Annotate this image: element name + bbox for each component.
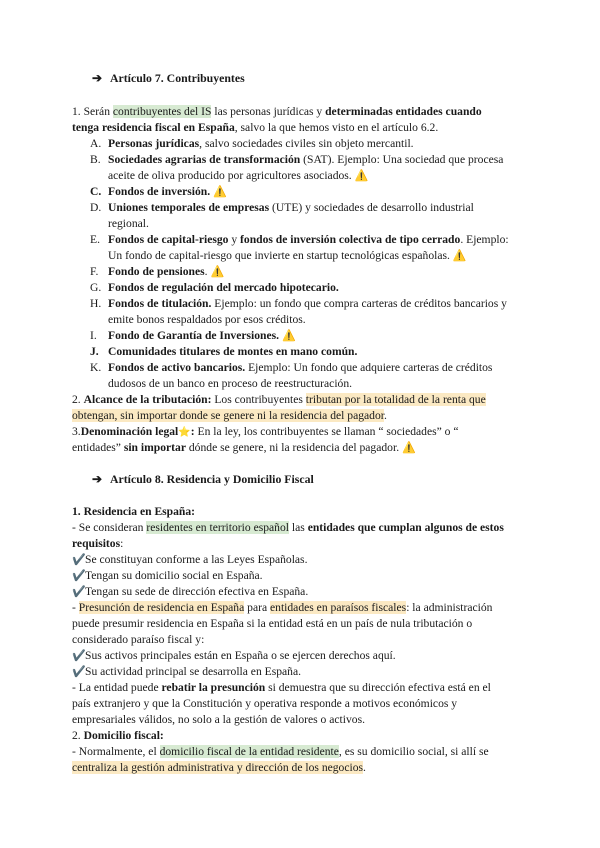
list-item-d-cont: regional. (108, 217, 149, 230)
presumption-condition-2: ✔️Su actividad principal se desarrolla en España. (72, 665, 302, 678)
list-item-a: Personas jurídicas, salvo sociedades civiles sin objeto mercantil. (108, 137, 414, 150)
arrow-icon: ➔ (92, 71, 102, 85)
requirement-2: ✔️Tengan su domicilio social en España. (72, 569, 263, 582)
warning-icon: ⚠️ (354, 170, 369, 182)
presumption-line-2: puede presumir residencia en España si la entidad está en un país de nula tributación o (72, 617, 473, 630)
list-marker: D. (90, 201, 102, 214)
list-item-b: Sociedades agrarias de transformación (SAT). Ejemplo: Una sociedad que procesa (108, 153, 504, 166)
section-1-heading: 1. Residencia en España: (72, 505, 196, 518)
star-icon: ⭐ (178, 427, 191, 438)
check-icon: ✔️ (72, 666, 86, 678)
paragraph-2-line-1: 2. Alcance de la tributación: Los contribuyentes tributan por la totalidad de la renta que (72, 393, 486, 406)
list-marker: H. (90, 297, 102, 310)
fiscal-domicile-line-1: - Normalmente, el domicilio fiscal de la entidad residente, es su domicilio social, si allí se (72, 745, 489, 758)
presumption-condition-1: ✔️Sus activos principales están en España o se ejercen derechos aquí. (72, 649, 396, 662)
list-marker: J. (90, 345, 99, 358)
warning-icon: ⚠️ (452, 250, 467, 262)
list-marker: C. (90, 185, 102, 198)
list-item-e: Fondos de capital-riesgo y fondos de inversión colectiva de tipo cerrado. Ejemplo: (108, 233, 509, 246)
paragraph-3-line-2: entidades” sin importar dónde se genere, ni la residencia del pagador. ⚠️ (72, 441, 416, 454)
list-item-j: Comunidades titulares de montes en mano común. (108, 345, 358, 358)
section-2-heading: 2. Domicilio fiscal: (72, 729, 164, 742)
requirement-3: ✔️Tengan su sede de dirección efectiva en España. (72, 585, 309, 598)
list-marker: F. (90, 265, 99, 278)
presumption-line-1: - Presunción de residencia en España para entidades en paraísos fiscales: la administración (72, 601, 493, 614)
rebuttal-line-1: - La entidad puede rebatir la presunción si demuestra que su dirección efectiva está en el (72, 681, 491, 694)
warning-icon: ⚠️ (210, 266, 225, 278)
list-item-e-cont: Un fondo de capital-riesgo que invierte en startup tecnológicas españolas. ⚠️ (108, 249, 467, 262)
residents-line-2: requisitos: (72, 537, 124, 550)
warning-icon: ⚠️ (213, 186, 227, 198)
list-item-k-cont: dudosos de un banco en proceso de reestructuración. (108, 377, 353, 390)
list-marker: I. (90, 329, 97, 342)
article-8-heading: ➔ Artículo 8. Residencia y Domicilio Fiscal (92, 472, 314, 486)
check-icon: ✔️ (72, 570, 86, 582)
list-item-k: Fondos de activo bancarios. Ejemplo: Un fondo que adquiere carteras de créditos (108, 361, 493, 374)
rebuttal-line-3: empresariales válidos, no solo a la gestión de valores o activos. (72, 713, 365, 726)
list-marker: K. (90, 361, 102, 374)
paragraph-1-line-2: tenga residencia fiscal en España, salvo la que hemos visto en el artículo 6.2. (72, 121, 439, 134)
check-icon: ✔️ (72, 650, 86, 662)
fiscal-domicile-line-2: centraliza la gestión administrativa y dirección de los negocios. (72, 761, 366, 774)
article-7-heading: ➔ Artículo 7. Contribuyentes (92, 71, 245, 85)
list-item-g: Fondos de regulación del mercado hipotecario. (108, 281, 339, 294)
warning-icon: ⚠️ (281, 330, 296, 342)
warning-icon: ⚠️ (402, 442, 416, 454)
list-item-b-cont: aceite de oliva producido por agricultores asociados. ⚠️ (108, 169, 369, 182)
presumption-line-3: considerado paraíso fiscal y: (72, 633, 205, 646)
list-item-d: Uniones temporales de empresas (UTE) y sociedades de desarrollo industrial (108, 201, 474, 214)
list-item-f: Fondo de pensiones. ⚠️ (108, 265, 225, 278)
paragraph-2-line-2: obtengan, sin importar donde se genere ni la residencia del pagador. (72, 409, 387, 422)
list-item-h-cont: emite bonos respaldados por esos créditos. (108, 313, 306, 326)
paragraph-1-line-1: 1. Serán contribuyentes del IS las personas jurídicas y determinadas entidades cuando (72, 105, 482, 118)
rebuttal-line-2: país extranjero y que la Constitución y operativa responde a motivos económicos y (72, 697, 458, 710)
arrow-icon: ➔ (92, 472, 102, 486)
list-marker: B. (90, 153, 101, 166)
list-item-c: Fondos de inversión. ⚠️ (108, 185, 227, 198)
check-icon: ✔️ (72, 586, 86, 598)
list-marker: A. (90, 137, 102, 150)
list-item-h: Fondos de titulación. Ejemplo: un fondo que compra carteras de créditos bancarios y (108, 297, 507, 310)
check-icon: ✔️ (72, 554, 86, 566)
list-marker: G. (90, 281, 102, 294)
list-marker: E. (90, 233, 100, 246)
requirement-1: ✔️Se constituyan conforme a las Leyes Españolas. (72, 553, 308, 566)
residents-line-1: - Se consideran residentes en territorio español las entidades que cumplan algunos de estos (72, 521, 504, 534)
list-item-i: Fondo de Garantía de Inversiones. ⚠️ (108, 329, 296, 342)
paragraph-3-line-1: 3.Denominación legal⭐: En la ley, los contribuyentes se llaman “ sociedades” o “ (72, 425, 459, 438)
